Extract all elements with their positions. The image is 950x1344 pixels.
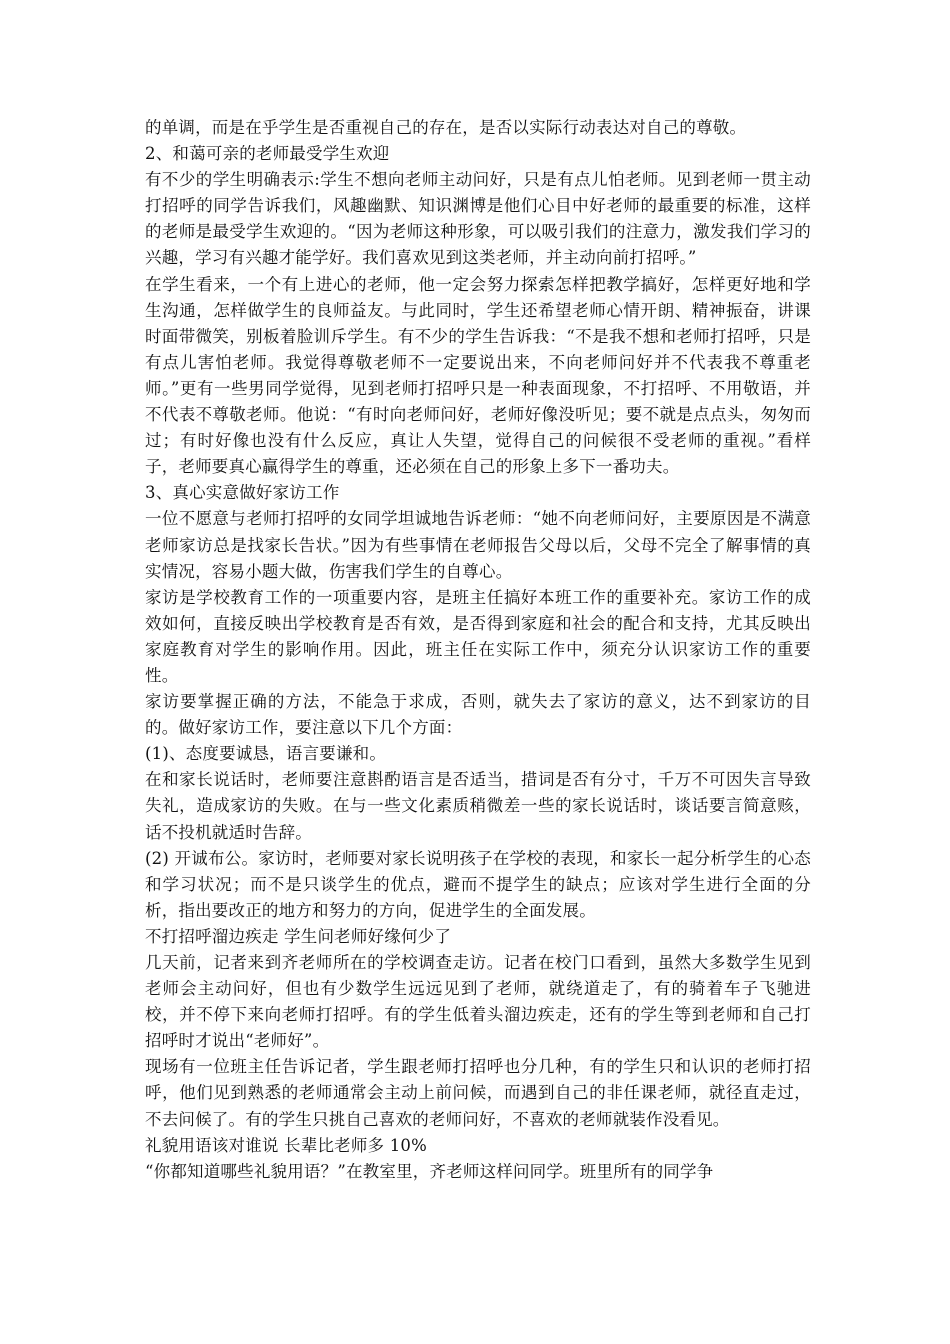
paragraph-truncated: “你都知道哪些礼貌用语？”在教室里，齐老师这样问同学。班里所有的同学争 xyxy=(145,1161,714,1181)
paragraph: 现场有一位班主任告诉记者，学生跟老师打招呼也分几种，有的学生只和认识的老师打招呼，他们见到熟悉的老师通常会主动上前问候，而遇到自己的非任课老师，就径直走过，不去问候了。有的学生只挑自己喜欢的老师问好，不喜欢的老师就装作没看见。 xyxy=(145,1057,811,1129)
paragraph: 有不少的学生明确表示:学生不想向老师主动问好，只是有点儿怕老师。见到老师一贯主动打招呼的同学告诉我们，风趣幽默、知识渊博是他们心目中好老师的最重要的标准，这样的老师是最受学生欢迎的。“因为老师这种形象，可以吸引我们的注意力，激发我们学习的兴趣，学习有兴趣才能学好。我们喜欢见到这类老师，并主动向前打招呼。” xyxy=(145,170,811,268)
list-item-2: (2) 开诚布公。家访时，老师要对家长说明孩子在学校的表现，和家长一起分析学生的心态和学习状况；而不是只谈学生的优点，避而不提学生的缺点；应该对学生进行全面的分析，指出要改正的地方和努力的方向，促进学生的全面发展。 xyxy=(145,848,811,920)
paragraph: 在和家长说话时，老师要注意斟酌语言是否适当，措词是否有分寸，千万不可因失言导致失礼，造成家访的失败。在与一些文化素质稍微差一些的家长说话时，谈话要言简意赅，话不投机就适时告辞。 xyxy=(145,770,811,842)
section-heading-2: 2、和蔼可亲的老师最受学生欢迎 xyxy=(145,144,390,164)
paragraph: 在学生看来，一个有上进心的老师，他一定会努力探索怎样把教学搞好，怎样更好地和学生沟通，怎样做学生的良师益友。与此同时，学生还希望老师心情开朗、精神振奋，讲课时面带微笑，别板着脸训斥学生。有不少的学生告诉我：“不是我不想和老师打招呼，只是有点儿害怕老师。我觉得尊敬老师不一定要说出来，不向老师问好并不代表我不尊重老师。”更有一些男同学觉得，见到老师打招呼只是一种表面现象，不打招呼、不用敬语，并不代表不尊敬老师。他说：“有时向老师问好，老师好像没听见；要不就是点点头，匆匆而过；有时好像也没有什么反应，真让人失望，觉得自己的问候很不受老师的重视。”看样子，老师要真心赢得学生的尊重，还必须在自己的形象上多下一番功夫。 xyxy=(145,274,811,477)
paragraph: 几天前，记者来到齐老师所在的学校调查走访。记者在校门口看到，虽然大多数学生见到老师会主动问好，但也有少数学生远远见到了老师，就绕道走了，有的骑着车子飞驰进校，并不停下来向老师打招呼。有的学生低着头溜边疾走，还有的学生等到老师和自己打招呼时才说出“老师好”。 xyxy=(145,953,811,1051)
list-item-heading-1: (1)、态度要诚恳，语言要谦和。 xyxy=(145,744,387,764)
paragraph-continuation: 的单调，而是在乎学生是否重视自己的存在，是否以实际行动表达对自己的尊敬。 xyxy=(145,118,747,137)
subheading: 不打招呼溜边疾走 学生问老师好缘何少了 xyxy=(145,926,452,946)
paragraph: 家访要掌握正确的方法，不能急于求成，否则，就失去了家访的意义，达不到家访的目的。做好家访工作，要注意以下几个方面： xyxy=(145,692,811,738)
paragraph: 家访是学校教育工作的一项重要内容，是班主任搞好本班工作的重要补充。家访工作的成效如何，直接反映出学校教育是否有效，是否得到家庭和社会的配合和支持，尤其反映出家庭教育对学生的影响作用。因此，班主任在实际工作中，须充分认识家访工作的重要性。 xyxy=(145,587,811,685)
section-heading-3: 3、真心实意做好家访工作 xyxy=(145,483,340,503)
paragraph: 一位不愿意与老师打招呼的女同学坦诚地告诉老师：“她不向老师问好，主要原因是不满意老师家访总是找家长告状。”因为有些事情在老师报告父母以后，父母不完全了解事情的真实情况，容易小题大做，伤害我们学生的自尊心。 xyxy=(145,509,811,581)
subheading: 礼貌用语该对谁说 长辈比老师多 10% xyxy=(145,1135,427,1155)
document-body xyxy=(145,115,811,1185)
